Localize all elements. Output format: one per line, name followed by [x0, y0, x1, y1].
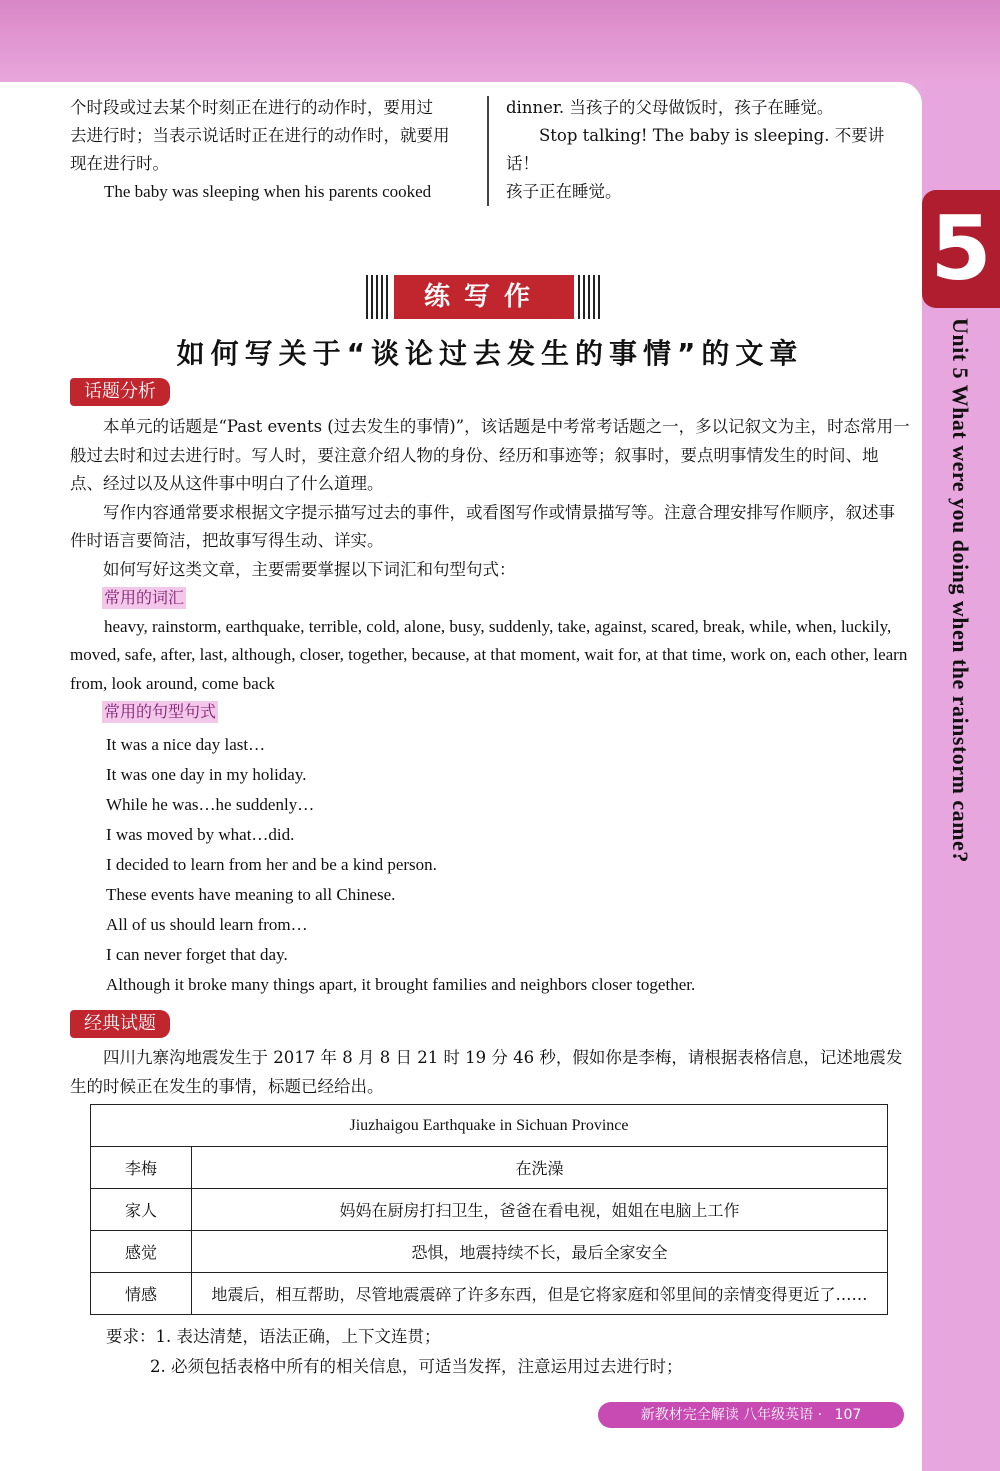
sentence-item: I decided to learn from her and be a kind person.: [106, 855, 437, 874]
unit-vertical-title: Unit 5 What were you doing when the rainstorm came?: [948, 318, 973, 863]
sentence-item: I can never forget that day.: [106, 945, 288, 964]
analysis-paragraph: 如何写好这类文章，主要需要掌握以下词汇和句型句式：: [103, 559, 516, 579]
row-label: 家人: [91, 1189, 192, 1231]
sentence-tag: 常用的句型句式: [104, 702, 217, 721]
sentence-pattern-list: [106, 730, 906, 1000]
row-value: 在洗澡: [192, 1147, 888, 1189]
sentence-item: While he was…he suddenly…: [106, 795, 315, 814]
text-line: 现在进行时。: [70, 154, 169, 173]
row-value: 妈妈在厨房打扫卫生，爸爸在看电视，姐姐在电脑上工作: [192, 1189, 888, 1231]
sentence-item: I was moved by what…did.: [106, 825, 295, 844]
sentence-item: These events have meaning to all Chinese.: [106, 885, 396, 904]
table-row: [91, 1189, 888, 1231]
table-row: [91, 1231, 888, 1273]
row-label: 感觉: [91, 1231, 192, 1273]
sentence-item: It was one day in my holiday.: [106, 765, 307, 784]
text-line: dinner. 当孩子的父母做饭时，孩子在睡觉。: [506, 98, 834, 117]
table-row: [91, 1105, 888, 1147]
column-divider: [487, 96, 489, 206]
analysis-paragraph: 写作内容通常要求根据文字提示描写过去的事件，或看图写作或情景描写等。注意合理安排写作顺序，叙述事件时语言要简洁，把故事写得生动、详实。: [70, 502, 895, 550]
row-label: 情感: [91, 1273, 192, 1315]
exam-tag: 经典试题: [70, 1010, 170, 1038]
top-color-band: [0, 0, 1000, 82]
sentence-item: It was a nice day last…: [106, 735, 266, 754]
row-label: 李梅: [91, 1147, 192, 1189]
practice-banner: [356, 275, 612, 319]
top-right-column: [506, 94, 906, 206]
banner-stripes-left: [366, 275, 390, 319]
row-value: 恐惧，地震持续不长，最后全家安全: [192, 1231, 888, 1273]
banner-stripes-right: [578, 275, 602, 319]
requirement-item: 2. 必须包括表格中所有的相关信息，可适当发挥，注意运用过去进行时；: [150, 1357, 683, 1376]
exam-prompt: 四川九寨沟地震发生于 2017 年 8 月 8 日 21 时 19 分 46 秒，假如你是李梅，请根据表格信息，记述地震发生的时候正在发生的事情，标题已经给出。: [70, 1048, 903, 1096]
banner-label: 练写作: [394, 275, 574, 319]
sentence-item: Although it broke many things apart, it brought families and neighbors closer together.: [106, 975, 696, 994]
table-title: Jiuzhaigou Earthquake in Sichuan Province: [91, 1105, 888, 1147]
footer-label: 新教材完全解读 八年级英语 ·: [640, 1407, 823, 1423]
vocab-list: heavy, rainstorm, earthquake, terrible, cold, alone, busy, suddenly, take, against, scared, break, while, when, luckily, moved, safe, after, last, although, closer, together, because, at that moment, wait for, at that time, work on, each other, learn from, look around, come back: [70, 616, 908, 693]
row-value: 地震后，相互帮助，尽管地震震碎了许多东西，但是它将家庭和邻里间的亲情变得更近了……: [192, 1273, 888, 1315]
text-line: 孩子正在睡觉。: [506, 182, 622, 201]
text-line: 去进行时；当表示说话时正在进行的动作时，就要用: [70, 126, 450, 145]
top-left-column: [70, 94, 470, 206]
sentence-item: All of us should learn from…: [106, 915, 308, 934]
vocab-tag: 常用的词汇: [104, 588, 185, 607]
example-sentence: The baby was sleeping when his parents cooked: [104, 182, 432, 201]
example-sentence: Stop talking! The baby is sleeping. 不要讲话！: [506, 126, 885, 173]
info-table: [90, 1104, 888, 1315]
requirements: [106, 1322, 906, 1382]
requirement-item: 要求：1. 表达清楚，语法正确，上下文连贯；: [106, 1327, 441, 1346]
analysis-paragraph: 本单元的话题是“Past events (过去发生的事情)”，该话题是中考常考话题之一，多以记叙文为主，时态常用一般过去时和过去进行时。写人时，要注意介绍人物的身份、经历和事迹等；叙事时，要点明事情发生的时间、地点、经过以及从这件事中明白了什么道理。: [70, 417, 910, 493]
section-title: 如何写关于“谈论过去发生的事情”的文章: [176, 337, 804, 370]
page-footer: [598, 1402, 904, 1428]
page-number: 107: [834, 1407, 862, 1423]
text-line: 个时段或过去某个时刻正在进行的动作时，要用过: [70, 98, 433, 117]
analysis-text: [70, 413, 910, 727]
exam-prompt-block: [70, 1044, 910, 1101]
analysis-tag: 话题分析: [70, 378, 170, 406]
table-row: [91, 1273, 888, 1315]
table-row: [91, 1147, 888, 1189]
unit-number-tab: 5: [922, 190, 1000, 308]
